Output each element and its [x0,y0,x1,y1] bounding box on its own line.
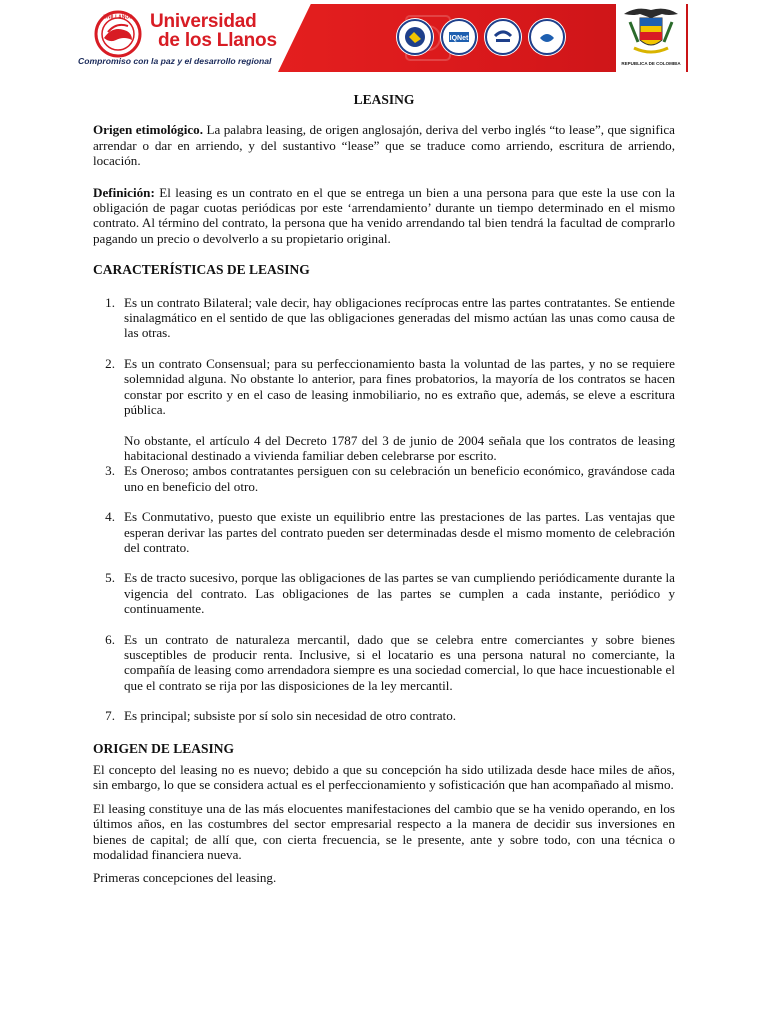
iqnet-lettering: IQNet [449,35,469,42]
iqnet-badge [440,18,478,56]
document-title: LEASING [353,92,415,107]
slogan: Compromiso con la paz y el desarrollo regional [78,56,272,66]
list-item-number: 3. [105,463,115,479]
caracteristicas-heading: CARACTERÍSTICAS DE LEASING [93,262,310,278]
list-item-text: Es Conmutativo, puesto que existe un equilibrio entre las prestaciones de las partes. Las ventajas que esperan derivar las partes del contrato pueden ser determinadas desde el mismo momento de celebración del contrato. [124,509,675,555]
origen-etimologico-paragraph [93,122,675,168]
header-banner [78,4,688,72]
certification-badge-3 [484,18,522,56]
list-item-number: 1. [105,294,115,310]
list-item-number: 6. [105,631,115,647]
university-name [150,12,277,50]
university-seal-logo [94,10,142,58]
list-item [93,570,675,616]
university-name-line2: de los Llanos [158,30,277,51]
certification-badge-1 [396,18,434,56]
list-item-number: 7. [105,708,115,724]
origen-label: Origen etimológico. [93,122,203,138]
colombia-coat-of-arms [616,4,686,72]
definicion-paragraph [93,185,675,247]
certification-badge-4 [528,18,566,56]
caracteristicas-list [93,295,675,724]
seal-lettering: UNILLANOS [103,14,133,21]
list-item-text: Es principal; subsiste por sí solo sin necesidad de otro contrato. [124,708,457,724]
document-body [93,92,675,894]
list-item [93,295,675,341]
list-item-text: Es un contrato de naturaleza mercantil, dado que se celebra entre comerciantes y sobre bienes susceptibles de producir renta. Inclusive, si el locatario es una persona natural no comerciante, la compañía de leasing como arrendadora siempre es una sociedad comercial, lo que hace incuestionable el que el contrato se rija por las disposiciones de la ley mercantil. [124,631,675,693]
origen-paragraph-1: El concepto del leasing no es nuevo; debido a que su concepción ha sido utilizada desde hace miles de años, sin embargo, lo que se considera actual es el perfeccionamiento y sofisticación que han acompañado al mismo. [93,762,675,793]
origen-text: La palabra leasing, de origen anglosajón, deriva del verbo inglés “to lease”, que significa arrendar o dar en arriendo, y del sustantivo “lease” que se traduce como arriendo, escritura de arriendo, locación. [93,122,675,169]
list-item-text: Es Oneroso; ambos contratantes persiguen con su celebración un beneficio económico, gravándose cada uno en beneficio del otro. [124,463,675,494]
list-item [93,708,675,723]
list-item [93,509,675,555]
list-item-extra-paragraph: No obstante, el artículo 4 del Decreto 1787 del 3 de junio de 2004 señala que los contratos de leasing habitacional destinado a vivienda familiar deben celebrarse por escrito. [124,432,675,463]
list-item [93,356,675,463]
coat-caption: REPUBLICA DE COLOMBIA [621,61,681,66]
list-item-number: 2. [105,355,115,371]
list-item-number: 5. [105,570,115,586]
list-item [93,632,675,694]
origen-paragraph-2: El leasing constituye una de las más elocuentes manifestaciones del cambio que se ha venido operando, en los últimos años, en las costumbres del sector empresarial respecto a la manera de decidir sus inversiones en bienes de capital; de allí que, con cierta frecuencia, se le presente, ante y sobre todo, con una técnica o modalidad financiera nueva. [93,800,675,863]
origen-paragraph-3: Primeras concepciones del leasing. [93,870,277,886]
definicion-text: El leasing es un contrato en el que se entrega un bien a una persona para que este la use con la obligación de pagar cuotas periódicas por este ‘arrendamiento’ durante un tiempo determinado en el mismo contrato. Al término del contrato, la persona que ha venido arrendando tal bien tendrá la facultad de comprarlo pagando un precio o devolverlo a su propietario original. [93,184,675,246]
list-item-text: Es un contrato Consensual; para su perfeccionamiento basta la voluntad de las partes, y no se requiere solemnidad alguna. No obstante lo anterior, para fines probatorios, la mayoría de los contratos se hacen constar por escrito y en el caso de leasing inmobiliario, no es extraño que, además, se eleve a escritura pública. [124,355,675,418]
list-item-text: Es de tracto sucesivo, porque las obligaciones de las partes se van cumpliendo periódicamente durante la vigencia del contrato. Las obligaciones de las partes se cumplen a cada instante, periódico y continuamente. [124,570,675,617]
origen-heading: ORIGEN DE LEASING [93,740,235,756]
definicion-label: Definición: [93,184,155,200]
list-item [93,463,675,494]
list-item-text: Es un contrato Bilateral; vale decir, hay obligaciones recíprocas entre las partes contratantes. Se entiende sinalagmático en el sentido de que las obligaciones generadas del mismo actúan las unas como causa de las otras. [124,294,675,341]
university-name-line1: Universidad [150,11,257,32]
list-item-number: 4. [105,509,115,525]
